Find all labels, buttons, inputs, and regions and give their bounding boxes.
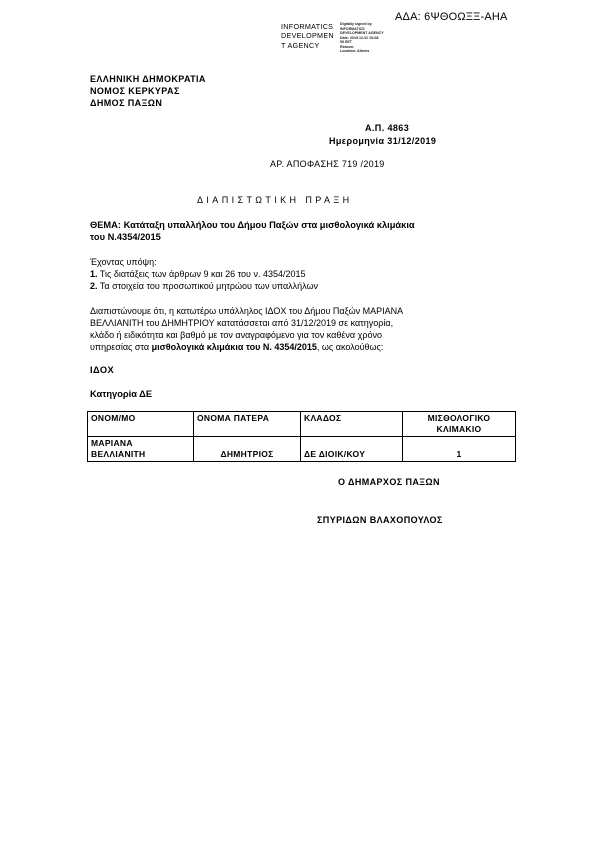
ada-code: ΑΔΑ: 6ΨΘΟΩΞΞ-ΑΗΑ [395, 11, 508, 23]
cell-last-name: ΒΕΛΛΙΑΝΙΤΗ [91, 449, 146, 459]
signature-detail-line: Digitally signed by [340, 22, 372, 26]
body-line: ΒΕΛΛΙΑΝΙΤΗ του ΔΗΜΗΤΡΙΟΥ κατατάσσεται από 31/12/2019 σε κατηγορία, [90, 318, 394, 328]
list-item [90, 280, 318, 292]
cell-grade: 1 [403, 437, 516, 462]
header-country: ΕΛΛΗΝΙΚΗ ΔΗΜΟΚΡΑΤΙΑ [90, 74, 206, 84]
body-paragraph [90, 305, 403, 353]
subject [90, 219, 520, 243]
signature-detail-line: 59 EET [340, 40, 352, 44]
signature-detail-line: Location: Athens [340, 49, 370, 53]
watermark-line: T AGENCY [281, 40, 320, 50]
cell-branch: ΔΕ ΔΙΟΙΚ/ΚΟΥ [301, 437, 403, 462]
body-line: κλάδο ή ειδικότητα και βαθμό με τον αναγραφόμενο για τον καθένα χρόνο [90, 330, 382, 340]
category-heading: Κατηγορία ΔΕ [90, 389, 153, 399]
table-header-row [88, 412, 516, 437]
considering-intro: Έχοντας υπόψη: [90, 257, 157, 267]
subject-line: ΘΕΜΑ: Κατάταξη υπαλλήλου του Δήμου Παξών στα μισθολογικά κλιμάκια [90, 220, 415, 230]
list-item-text: Τις διατάξεις των άρθρων 9 και 26 του ν. 4354/2015 [97, 269, 306, 279]
header-prefecture: ΝΟΜΟΣ ΚΕΡΚΥΡΑΣ [90, 86, 180, 96]
body-text: , ως ακολούθως: [316, 342, 384, 352]
signature-detail-line: INFORMATICS [340, 26, 365, 31]
header-municipality: ΔΗΜΟΣ ΠΑΞΩΝ [90, 98, 163, 108]
signature-details [340, 22, 384, 54]
list-item-number: 1. [90, 269, 98, 279]
subject-line: του Ν.4354/2015 [90, 232, 161, 242]
column-header-branch: ΚΛΑΔΟΣ [301, 412, 403, 437]
signature-watermark [281, 22, 334, 50]
signature-detail-line: DEVELOPMENT AGENCY [340, 31, 384, 35]
column-header-surname: ΟΝΟΜ/ΜΟ [88, 412, 194, 437]
issuer-header [90, 73, 206, 109]
column-header-grade: ΜΙΣΘΟΛΟΓΙΚΟ ΚΛΙΜΑΚΙΟ [403, 412, 516, 437]
section-heading: ΙΔΟΧ [90, 365, 115, 375]
decision-number: ΑΡ. ΑΠΟΦΑΣΗΣ 719 /2019 [270, 159, 385, 169]
document-date: Ημερομηνία 31/12/2019 [329, 136, 437, 146]
considering-list [90, 256, 318, 292]
list-item [90, 268, 318, 280]
cell-first-name: ΜΑΡΙΑΝΑ [91, 438, 133, 448]
column-header-father: ΟΝΟΜΑ ΠΑΤΕΡΑ [194, 412, 301, 437]
cell-father-name: ΔΗΜΗΤΡΙΟΣ [194, 437, 301, 462]
list-item-number: 2. [90, 281, 98, 291]
body-text: υπηρεσίας στα [90, 342, 152, 352]
body-line: Διαπιστώνουμε ότι, η κατωτέρω υπάλληλος ΙΔΟΧ του Δήμου Παξών ΜΑΡΙΑΝΑ [90, 306, 404, 316]
document-title: ΔΙΑΠΙΣΤΩΤΙΚΗ ΠΡΑΞΗ [197, 195, 353, 205]
watermark-line: DEVELOPMEN [281, 31, 334, 41]
signature-detail-line: Reason: [340, 44, 355, 49]
signature-detail-line: Date: 2019.12.31 19:28: [340, 35, 380, 40]
watermark-line: INFORMATICS [281, 22, 334, 31]
list-item-text: Τα στοιχεία του προσωπικού μητρώου των υπαλλήλων [97, 281, 319, 291]
cell-full-name [88, 437, 194, 462]
table-row [88, 437, 516, 462]
protocol-number: Α.Π. 4863 [365, 123, 410, 133]
employee-table [87, 411, 516, 462]
signatory-title: Ο ΔΗΜΑΡΧΟΣ ΠΑΞΩΝ [338, 477, 440, 487]
signatory-name: ΣΠΥΡΙΔΩΝ ΒΛΑΧΟΠΟΥΛΟΣ [317, 515, 443, 525]
body-line [90, 341, 403, 353]
body-bold-text: μισθολογικά κλιμάκια του Ν. 4354/2015 [151, 342, 317, 352]
